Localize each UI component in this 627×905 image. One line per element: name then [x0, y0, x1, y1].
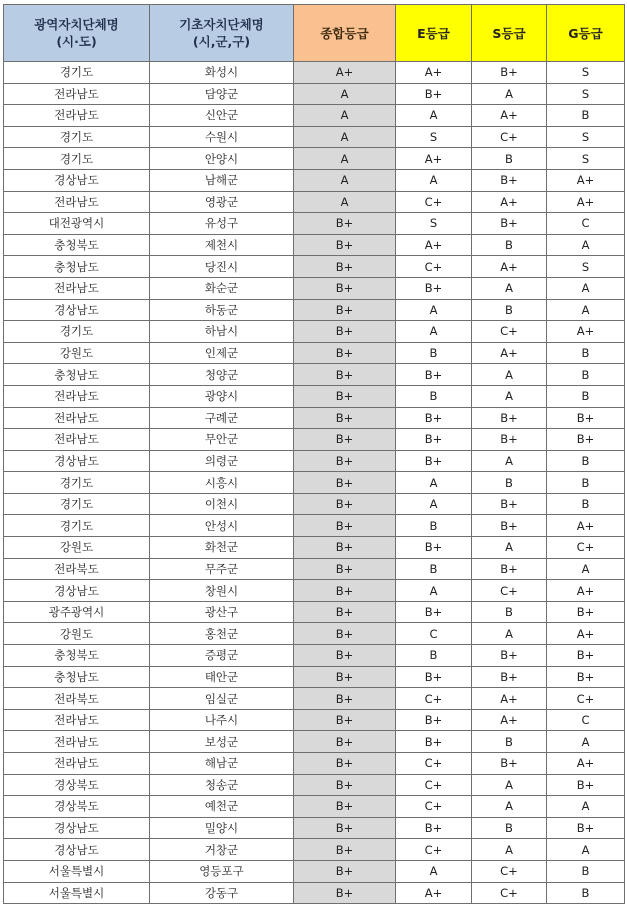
table-row [4, 817, 625, 839]
overall-grade-cell: B+ [294, 385, 396, 407]
g-grade-cell: S [547, 62, 625, 84]
e-grade-cell: B [396, 558, 472, 580]
basic-cell: 나주시 [150, 709, 294, 731]
metro-cell: 전라남도 [4, 277, 150, 299]
e-grade-cell: B+ [396, 817, 472, 839]
g-grade-cell: B [547, 105, 625, 127]
metro-cell: 전라남도 [4, 105, 150, 127]
overall-grade-cell: B+ [294, 731, 396, 753]
s-grade-cell: B [472, 234, 547, 256]
s-grade-cell: A [472, 364, 547, 386]
basic-cell: 홍천군 [150, 623, 294, 645]
s-grade-cell: A [472, 277, 547, 299]
e-grade-cell: B+ [396, 83, 472, 105]
s-grade-cell: A [472, 796, 547, 818]
table-row [4, 537, 625, 559]
header-metro-line1: 광역자치단체명 [34, 17, 119, 32]
overall-grade-cell: A [294, 105, 396, 127]
e-grade-cell: A [396, 493, 472, 515]
header-overall-grade: 종합등급 [294, 5, 396, 62]
e-grade-cell: A+ [396, 148, 472, 170]
g-grade-cell: B [547, 385, 625, 407]
e-grade-cell: B [396, 515, 472, 537]
overall-grade-cell: A [294, 83, 396, 105]
table-row [4, 709, 625, 731]
overall-grade-cell: A [294, 191, 396, 213]
basic-cell: 해남군 [150, 753, 294, 775]
g-grade-cell: A+ [547, 321, 625, 343]
basic-cell: 안성시 [150, 515, 294, 537]
table-row [4, 83, 625, 105]
e-grade-cell: C+ [396, 796, 472, 818]
basic-cell: 예천군 [150, 796, 294, 818]
s-grade-cell: B+ [472, 753, 547, 775]
basic-cell: 거창군 [150, 839, 294, 861]
basic-cell: 증평군 [150, 645, 294, 667]
table-row [4, 796, 625, 818]
basic-cell: 남해군 [150, 169, 294, 191]
overall-grade-cell: B+ [294, 688, 396, 710]
table-row [4, 256, 625, 278]
e-grade-cell: S [396, 213, 472, 235]
table-row [4, 839, 625, 861]
g-grade-cell: B+ [547, 774, 625, 796]
table-row [4, 860, 625, 882]
table-row [4, 580, 625, 602]
s-grade-cell: B [472, 299, 547, 321]
g-grade-cell: A [547, 731, 625, 753]
g-grade-cell: B [547, 860, 625, 882]
overall-grade-cell: A [294, 126, 396, 148]
e-grade-cell: B+ [396, 407, 472, 429]
e-grade-cell: B [396, 342, 472, 364]
e-grade-cell: C+ [396, 839, 472, 861]
metro-cell: 경상남도 [4, 169, 150, 191]
metro-cell: 전라북도 [4, 688, 150, 710]
basic-cell: 광산구 [150, 601, 294, 623]
table-row [4, 558, 625, 580]
metro-cell: 충청남도 [4, 364, 150, 386]
table-row [4, 277, 625, 299]
metro-cell: 전라남도 [4, 385, 150, 407]
g-grade-cell: B+ [547, 601, 625, 623]
overall-grade-cell: B+ [294, 234, 396, 256]
s-grade-cell: B [472, 148, 547, 170]
table-row [4, 385, 625, 407]
metro-cell: 경기도 [4, 515, 150, 537]
basic-cell: 청양군 [150, 364, 294, 386]
s-grade-cell: A+ [472, 709, 547, 731]
s-grade-cell: A [472, 537, 547, 559]
s-grade-cell: A [472, 83, 547, 105]
g-grade-cell: A [547, 234, 625, 256]
basic-cell: 무주군 [150, 558, 294, 580]
g-grade-cell: B+ [547, 429, 625, 451]
header-row [4, 5, 625, 62]
basic-cell: 임실군 [150, 688, 294, 710]
e-grade-cell: A [396, 299, 472, 321]
table-row [4, 62, 625, 84]
s-grade-cell: B+ [472, 666, 547, 688]
table-row [4, 321, 625, 343]
metro-cell: 전라남도 [4, 407, 150, 429]
table-row [4, 234, 625, 256]
g-grade-cell: A+ [547, 515, 625, 537]
basic-cell: 제천시 [150, 234, 294, 256]
basic-cell: 수원시 [150, 126, 294, 148]
overall-grade-cell: B+ [294, 796, 396, 818]
overall-grade-cell: B+ [294, 515, 396, 537]
s-grade-cell: C+ [472, 882, 547, 904]
s-grade-cell: A [472, 385, 547, 407]
g-grade-cell: A [547, 558, 625, 580]
e-grade-cell: B+ [396, 601, 472, 623]
g-grade-cell: B [547, 882, 625, 904]
g-grade-cell: B [547, 342, 625, 364]
table-row [4, 645, 625, 667]
s-grade-cell: B [472, 817, 547, 839]
metro-cell: 대전광역시 [4, 213, 150, 235]
basic-cell: 구례군 [150, 407, 294, 429]
metro-cell: 전라남도 [4, 753, 150, 775]
s-grade-cell: B [472, 601, 547, 623]
header-basic-line2: (시,군,구) [192, 34, 251, 49]
s-grade-cell: B+ [472, 645, 547, 667]
e-grade-cell: C+ [396, 256, 472, 278]
table-row [4, 601, 625, 623]
e-grade-cell: B+ [396, 450, 472, 472]
e-grade-cell: S [396, 126, 472, 148]
header-metro-line2: (시·도) [56, 34, 97, 49]
table-row [4, 169, 625, 191]
e-grade-cell: C+ [396, 753, 472, 775]
basic-cell: 화천군 [150, 537, 294, 559]
metro-cell: 전라남도 [4, 191, 150, 213]
g-grade-cell: A+ [547, 169, 625, 191]
overall-grade-cell: B+ [294, 817, 396, 839]
basic-cell: 화성시 [150, 62, 294, 84]
grade-table [3, 4, 625, 904]
table-row [4, 126, 625, 148]
overall-grade-cell: B+ [294, 342, 396, 364]
g-grade-cell: S [547, 126, 625, 148]
e-grade-cell: C+ [396, 774, 472, 796]
basic-cell: 강동구 [150, 882, 294, 904]
metro-cell: 전라남도 [4, 709, 150, 731]
s-grade-cell: B+ [472, 407, 547, 429]
overall-grade-cell: B+ [294, 364, 396, 386]
overall-grade-cell: A+ [294, 62, 396, 84]
s-grade-cell: C+ [472, 126, 547, 148]
overall-grade-cell: B+ [294, 277, 396, 299]
g-grade-cell: A+ [547, 753, 625, 775]
metro-cell: 경상북도 [4, 796, 150, 818]
s-grade-cell: A [472, 450, 547, 472]
metro-cell: 충청남도 [4, 666, 150, 688]
overall-grade-cell: B+ [294, 860, 396, 882]
table-body [4, 62, 625, 904]
metro-cell: 경상남도 [4, 580, 150, 602]
e-grade-cell: B+ [396, 666, 472, 688]
g-grade-cell: A [547, 839, 625, 861]
overall-grade-cell: B+ [294, 623, 396, 645]
s-grade-cell: B+ [472, 515, 547, 537]
basic-cell: 담양군 [150, 83, 294, 105]
g-grade-cell: S [547, 83, 625, 105]
e-grade-cell: B+ [396, 709, 472, 731]
metro-cell: 전라남도 [4, 731, 150, 753]
table-row [4, 191, 625, 213]
basic-cell: 광양시 [150, 385, 294, 407]
metro-cell: 경상남도 [4, 817, 150, 839]
overall-grade-cell: B+ [294, 256, 396, 278]
s-grade-cell: C+ [472, 860, 547, 882]
s-grade-cell: A [472, 774, 547, 796]
basic-cell: 안양시 [150, 148, 294, 170]
basic-cell: 하남시 [150, 321, 294, 343]
s-grade-cell: A+ [472, 105, 547, 127]
grade-table-container [3, 4, 624, 904]
metro-cell: 강원도 [4, 537, 150, 559]
basic-cell: 시흥시 [150, 472, 294, 494]
e-grade-cell: B+ [396, 537, 472, 559]
basic-cell: 인제군 [150, 342, 294, 364]
overall-grade-cell: B+ [294, 882, 396, 904]
basic-cell: 밀양시 [150, 817, 294, 839]
table-row [4, 688, 625, 710]
metro-cell: 경기도 [4, 493, 150, 515]
overall-grade-cell: B+ [294, 558, 396, 580]
e-grade-cell: A [396, 169, 472, 191]
metro-cell: 강원도 [4, 623, 150, 645]
overall-grade-cell: B+ [294, 213, 396, 235]
overall-grade-cell: B+ [294, 666, 396, 688]
overall-grade-cell: B+ [294, 601, 396, 623]
metro-cell: 경기도 [4, 472, 150, 494]
metro-cell: 경기도 [4, 62, 150, 84]
metro-cell: 경상남도 [4, 450, 150, 472]
overall-grade-cell: B+ [294, 321, 396, 343]
basic-cell: 태안군 [150, 666, 294, 688]
basic-cell: 영광군 [150, 191, 294, 213]
g-grade-cell: S [547, 256, 625, 278]
e-grade-cell: A [396, 105, 472, 127]
overall-grade-cell: A [294, 169, 396, 191]
s-grade-cell: B+ [472, 493, 547, 515]
table-row [4, 148, 625, 170]
metro-cell: 경기도 [4, 321, 150, 343]
metro-cell: 강원도 [4, 342, 150, 364]
header-metro [4, 5, 150, 62]
overall-grade-cell: B+ [294, 299, 396, 321]
metro-cell: 광주광역시 [4, 601, 150, 623]
s-grade-cell: A+ [472, 191, 547, 213]
e-grade-cell: A [396, 321, 472, 343]
g-grade-cell: B+ [547, 407, 625, 429]
s-grade-cell: B+ [472, 213, 547, 235]
e-grade-cell: B+ [396, 731, 472, 753]
e-grade-cell: A [396, 580, 472, 602]
table-row [4, 429, 625, 451]
g-grade-cell: B [547, 364, 625, 386]
overall-grade-cell: B+ [294, 493, 396, 515]
s-grade-cell: C+ [472, 321, 547, 343]
g-grade-cell: B [547, 450, 625, 472]
header-basic-line1: 기초자치단체명 [179, 17, 264, 32]
g-grade-cell: C [547, 709, 625, 731]
header-s-grade: S등급 [472, 5, 547, 62]
s-grade-cell: B [472, 472, 547, 494]
table-row [4, 105, 625, 127]
metro-cell: 전라남도 [4, 429, 150, 451]
s-grade-cell: B+ [472, 429, 547, 451]
overall-grade-cell: B+ [294, 839, 396, 861]
e-grade-cell: B [396, 645, 472, 667]
overall-grade-cell: B+ [294, 774, 396, 796]
header-g-grade: G등급 [547, 5, 625, 62]
table-row [4, 623, 625, 645]
e-grade-cell: C+ [396, 191, 472, 213]
metro-cell: 전라남도 [4, 83, 150, 105]
s-grade-cell: A+ [472, 256, 547, 278]
g-grade-cell: A [547, 299, 625, 321]
g-grade-cell: A+ [547, 580, 625, 602]
metro-cell: 서울특별시 [4, 860, 150, 882]
g-grade-cell: C+ [547, 688, 625, 710]
metro-cell: 경기도 [4, 126, 150, 148]
metro-cell: 충청북도 [4, 234, 150, 256]
g-grade-cell: C [547, 213, 625, 235]
table-row [4, 753, 625, 775]
s-grade-cell: A [472, 839, 547, 861]
basic-cell: 이천시 [150, 493, 294, 515]
basic-cell: 영등포구 [150, 860, 294, 882]
overall-grade-cell: B+ [294, 537, 396, 559]
table-row [4, 515, 625, 537]
basic-cell: 청송군 [150, 774, 294, 796]
e-grade-cell: C+ [396, 688, 472, 710]
s-grade-cell: A+ [472, 688, 547, 710]
e-grade-cell: A [396, 472, 472, 494]
s-grade-cell: B+ [472, 62, 547, 84]
s-grade-cell: B+ [472, 169, 547, 191]
basic-cell: 의령군 [150, 450, 294, 472]
table-row [4, 882, 625, 904]
overall-grade-cell: B+ [294, 645, 396, 667]
g-grade-cell: B+ [547, 645, 625, 667]
basic-cell: 보성군 [150, 731, 294, 753]
table-row [4, 731, 625, 753]
metro-cell: 충청북도 [4, 645, 150, 667]
overall-grade-cell: B+ [294, 709, 396, 731]
overall-grade-cell: B+ [294, 472, 396, 494]
table-row [4, 299, 625, 321]
e-grade-cell: B+ [396, 277, 472, 299]
table-row [4, 493, 625, 515]
g-grade-cell: C+ [547, 537, 625, 559]
header-basic [150, 5, 294, 62]
metro-cell: 서울특별시 [4, 882, 150, 904]
table-row [4, 342, 625, 364]
g-grade-cell: S [547, 148, 625, 170]
header-e-grade: E등급 [396, 5, 472, 62]
g-grade-cell: B+ [547, 666, 625, 688]
table-row [4, 450, 625, 472]
metro-cell: 경기도 [4, 148, 150, 170]
s-grade-cell: A [472, 623, 547, 645]
e-grade-cell: A+ [396, 882, 472, 904]
metro-cell: 전라북도 [4, 558, 150, 580]
g-grade-cell: B [547, 472, 625, 494]
table-row [4, 407, 625, 429]
g-grade-cell: A [547, 796, 625, 818]
e-grade-cell: B+ [396, 429, 472, 451]
s-grade-cell: B [472, 731, 547, 753]
s-grade-cell: B+ [472, 558, 547, 580]
table-row [4, 364, 625, 386]
table-row [4, 666, 625, 688]
metro-cell: 경상북도 [4, 774, 150, 796]
basic-cell: 창원시 [150, 580, 294, 602]
e-grade-cell: A+ [396, 234, 472, 256]
e-grade-cell: B+ [396, 364, 472, 386]
g-grade-cell: A [547, 277, 625, 299]
g-grade-cell: B+ [547, 817, 625, 839]
g-grade-cell: A+ [547, 191, 625, 213]
e-grade-cell: A [396, 860, 472, 882]
basic-cell: 당진시 [150, 256, 294, 278]
table-row [4, 213, 625, 235]
overall-grade-cell: A [294, 148, 396, 170]
s-grade-cell: C+ [472, 580, 547, 602]
g-grade-cell: B [547, 493, 625, 515]
basic-cell: 신안군 [150, 105, 294, 127]
metro-cell: 충청남도 [4, 256, 150, 278]
table-header [4, 5, 625, 62]
e-grade-cell: A+ [396, 62, 472, 84]
overall-grade-cell: B+ [294, 429, 396, 451]
overall-grade-cell: B+ [294, 580, 396, 602]
basic-cell: 무안군 [150, 429, 294, 451]
metro-cell: 경상남도 [4, 839, 150, 861]
g-grade-cell: A+ [547, 623, 625, 645]
overall-grade-cell: B+ [294, 753, 396, 775]
basic-cell: 화순군 [150, 277, 294, 299]
e-grade-cell: C [396, 623, 472, 645]
basic-cell: 하동군 [150, 299, 294, 321]
overall-grade-cell: B+ [294, 450, 396, 472]
overall-grade-cell: B+ [294, 407, 396, 429]
table-row [4, 774, 625, 796]
basic-cell: 유성구 [150, 213, 294, 235]
table-row [4, 472, 625, 494]
e-grade-cell: B [396, 385, 472, 407]
s-grade-cell: A+ [472, 342, 547, 364]
metro-cell: 경상남도 [4, 299, 150, 321]
